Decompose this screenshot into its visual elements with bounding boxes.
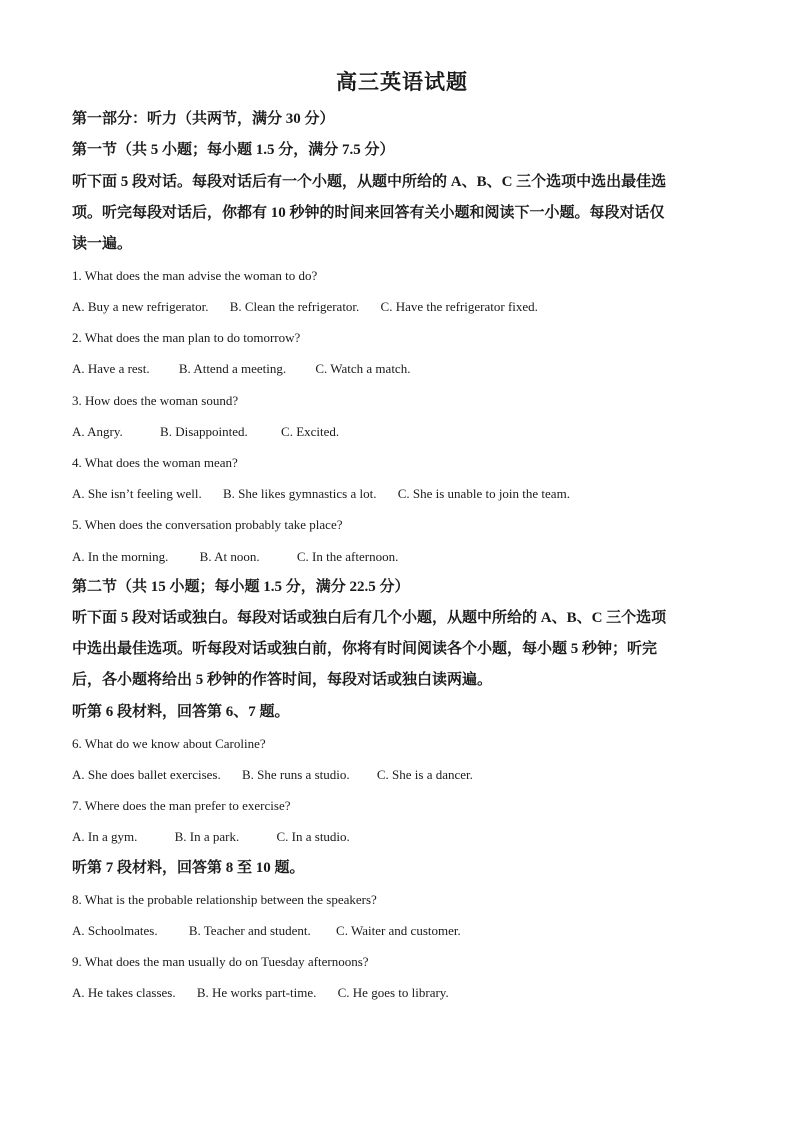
question-5: 5. When does the conversation probably take place? (72, 517, 343, 532)
section2-instructions-line-2: 中选出最佳选项。听每段对话或独白前，你将有时间阅读各个小题，每小题 5 秒钟；听完 (72, 641, 658, 657)
question-6-options (72, 759, 732, 790)
section2-instructions-line-1: 听下面 5 段对话或独白。每段对话或独白后有几个小题，从题中所给的 A、B、C 三个选项 (72, 610, 667, 626)
question-1: 1. What does the man advise the woman to do? (72, 268, 318, 283)
option-c: C. He goes to library. (337, 985, 449, 1000)
option-a: A. Schoolmates. (72, 923, 158, 938)
question-7: 7. Where does the man prefer to exercise? (72, 798, 291, 813)
option-a: A. In a gym. (72, 829, 138, 844)
option-a: A. Angry. (72, 424, 123, 439)
section1-instructions-line-1: 听下面 5 段对话。每段对话后有一个小题，从题中所给的 A、B、C 三个选项中选出最佳选 (72, 174, 667, 190)
section1-heading: 第一节（共 5 小题；每小题 1.5 分，满分 7.5 分） (72, 142, 395, 158)
option-b: B. She runs a studio. (241, 767, 350, 782)
question-5-options (72, 541, 732, 572)
option-c: C. Waiter and customer. (336, 923, 461, 938)
question-7-options (72, 821, 732, 852)
material-7-heading: 听第 7 段材料，回答第 8 至 10 题。 (72, 860, 305, 876)
option-a: A. He takes classes. (72, 985, 176, 1000)
option-b: B. Teacher and student. (188, 923, 311, 938)
question-1-options (72, 291, 732, 322)
option-a: A. Have a rest. (72, 361, 150, 376)
option-b: B. Disappointed. (160, 424, 248, 439)
question-8: 8. What is the probable relationship between the speakers? (72, 892, 377, 907)
option-c: C. Excited. (281, 424, 340, 439)
material-6-heading: 听第 6 段材料，回答第 6、7 题。 (72, 704, 290, 720)
question-9-options (72, 977, 732, 1008)
option-c: C. In the afternoon. (296, 549, 399, 564)
option-c: C. In a studio. (276, 829, 350, 844)
question-9: 9. What does the man usually do on Tuesday afternoons? (72, 954, 369, 969)
option-b: B. She likes gymnastics a lot. (223, 486, 377, 501)
section1-instructions-line-2: 项。听完每段对话后，你都有 10 秒钟的时间来回答有关小题和阅读下一小题。每段对话仅 (72, 205, 665, 221)
question-6: 6. What do we know about Caroline? (72, 736, 266, 751)
option-b: B. In a park. (174, 829, 240, 844)
option-a: A. Buy a new refrigerator. (72, 299, 209, 314)
question-3: 3. How does the woman sound? (72, 393, 239, 408)
question-8-options (72, 915, 732, 946)
question-4: 4. What does the woman mean? (72, 455, 238, 470)
option-a: A. In the morning. (72, 549, 169, 564)
part1-heading: 第一部分：听力（共两节，满分 30 分） (72, 111, 335, 127)
question-2: 2. What does the man plan to do tomorrow? (72, 330, 301, 345)
option-b: B. At noon. (199, 549, 260, 564)
section1-instructions-line-3: 读一遍。 (72, 236, 133, 252)
section2-heading: 第二节（共 15 小题；每小题 1.5 分，满分 22.5 分） (72, 579, 410, 595)
option-b: B. He works part-time. (196, 985, 317, 1000)
option-b: B. Attend a meeting. (178, 361, 287, 376)
option-c: C. Watch a match. (315, 361, 411, 376)
question-2-options (72, 353, 732, 384)
option-a: A. She does ballet exercises. (72, 767, 221, 782)
question-3-options (72, 416, 732, 447)
option-c: C. She is unable to join the team. (397, 486, 570, 501)
option-a: A. She isn’t feeling well. (72, 486, 202, 501)
option-c: C. She is a dancer. (376, 767, 473, 782)
option-b: B. Clean the refrigerator. (229, 299, 360, 314)
option-c: C. Have the refrigerator fixed. (380, 299, 538, 314)
section2-instructions-line-3: 后，各小题将给出 5 秒钟的作答时间，每段对话或独白读两遍。 (72, 672, 493, 688)
page-title: 高三英语试题 (336, 70, 468, 94)
question-4-options (72, 478, 732, 509)
